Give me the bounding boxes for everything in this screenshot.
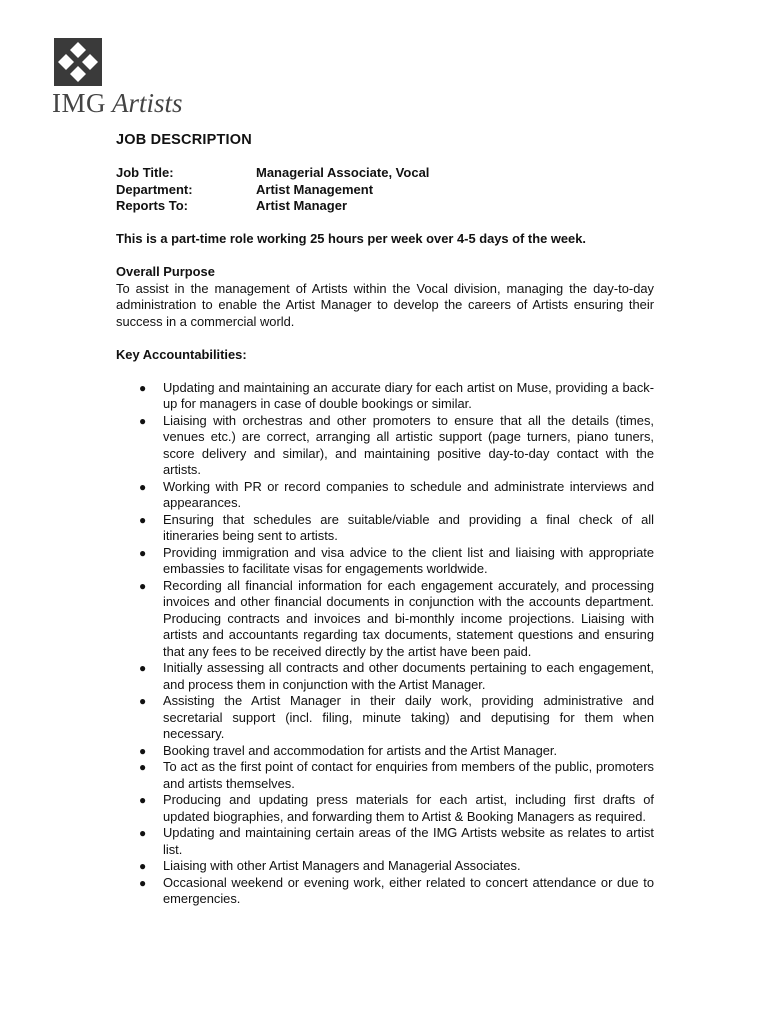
list-item: ● Updating and maintaining an accurate diary for each artist on Muse, providing a back-up for managers in case of double bookings or similar. [139,379,654,411]
bullet-icon: ● [139,545,147,560]
bullet-icon: ● [139,661,147,675]
bullet-icon: ● [139,826,147,840]
meta-value: Artist Management [256,181,374,197]
bullet-icon: ● [139,875,147,890]
list-item: ● Updating and maintaining certain areas of the IMG Artists website as relates to artist list. [139,825,654,857]
bullet-icon: ● [139,694,147,708]
logo-wordmark [52,88,183,119]
meta-row-department [116,182,429,199]
logo-brand: IMG [52,88,106,118]
bullet-icon: ● [139,793,147,807]
list-item: ● Occasional weekend or evening work, either related to concert attendance or due to emergencies. [139,874,654,906]
list-item: ● Recording all financial information for each engagement accurately, and processing invoices and other financial documents in conjunction with the accounts department. Producing contracts and invoices and bi-monthly income projections. Liaising with artists and accountants regarding tax documents, statement questions and ensuring that any fees to be received directly by the artist have been paid. [139,577,654,659]
img-diamond-logo-icon [54,38,102,86]
meta-value: Managerial Associate, Vocal [256,165,430,180]
meta-value: Artist Manager [256,198,348,213]
meta-row-reports-to [116,198,429,215]
meta-label: Reports To: [116,198,188,213]
bullet-icon: ● [139,512,147,527]
bullet-icon: ● [139,578,147,593]
part-time-note: This is a part-time role working 25 hours per week over 4-5 days of the week. [116,231,586,246]
accountabilities-list [116,380,654,908]
page-title: JOB DESCRIPTION [116,132,252,148]
logo-word: Artists [112,88,183,118]
meta-row-job-title [116,165,429,182]
list-item: ● Initially assessing all contracts and other documents pertaining to each engagement, and process them in conjunction with the Artist Manager. [139,660,654,692]
bullet-icon: ● [139,380,147,395]
job-meta [116,165,429,215]
list-item: ● Liaising with other Artist Managers and Managerial Associates. [139,858,521,873]
bullet-icon: ● [139,743,147,758]
bullet-icon: ● [139,859,147,873]
list-item: ● To act as the first point of contact for enquiries from members of the public, promoters and artists themselves. [139,759,654,791]
bullet-icon: ● [139,479,147,494]
meta-label: Department: [116,181,193,197]
bullet-icon: ● [139,760,147,774]
meta-label: Job Title: [116,165,174,180]
list-item: ● Assisting the Artist Manager in their daily work, providing administrative and secretarial support (incl. filing, minute taking) and deputising for them when necessary. [139,693,654,741]
list-item: ● Producing and updating press materials for each artist, including first drafts of updated biographies, and forwarding them to Artist & Booking Managers as required. [139,792,654,824]
list-item: ● Liaising with orchestras and other promoters to ensure that all the details (times, venues etc.) are correct, arranging all artistic support (page turners, piano tuners, score delivery and similar), and maintaining positive day-to-day contact with the artists. [139,412,654,477]
purpose-heading: Overall Purpose [116,264,215,279]
bullet-icon: ● [139,413,147,428]
list-item: ● Ensuring that schedules are suitable/viable and providing a final check of all itineraries being sent to artists. [139,511,654,543]
list-item: ● Working with PR or record companies to schedule and administrate interviews and appearances. [139,478,654,510]
list-item: ● Providing immigration and visa advice to the client list and liaising with appropriate embassies to facilitate visas for engagements worldwide. [139,544,654,576]
list-item: ● Booking travel and accommodation for artists and the Artist Manager. [139,742,558,758]
company-logo [52,38,192,118]
accountabilities-heading: Key Accountabilities: [116,346,247,362]
purpose-text: To assist in the management of Artists within the Vocal division, managing the day-to-day administration to enable the Artist Manager to develop the careers of Artists ensuring their success in a commercial world. [116,280,654,329]
job-description-body [116,231,654,908]
